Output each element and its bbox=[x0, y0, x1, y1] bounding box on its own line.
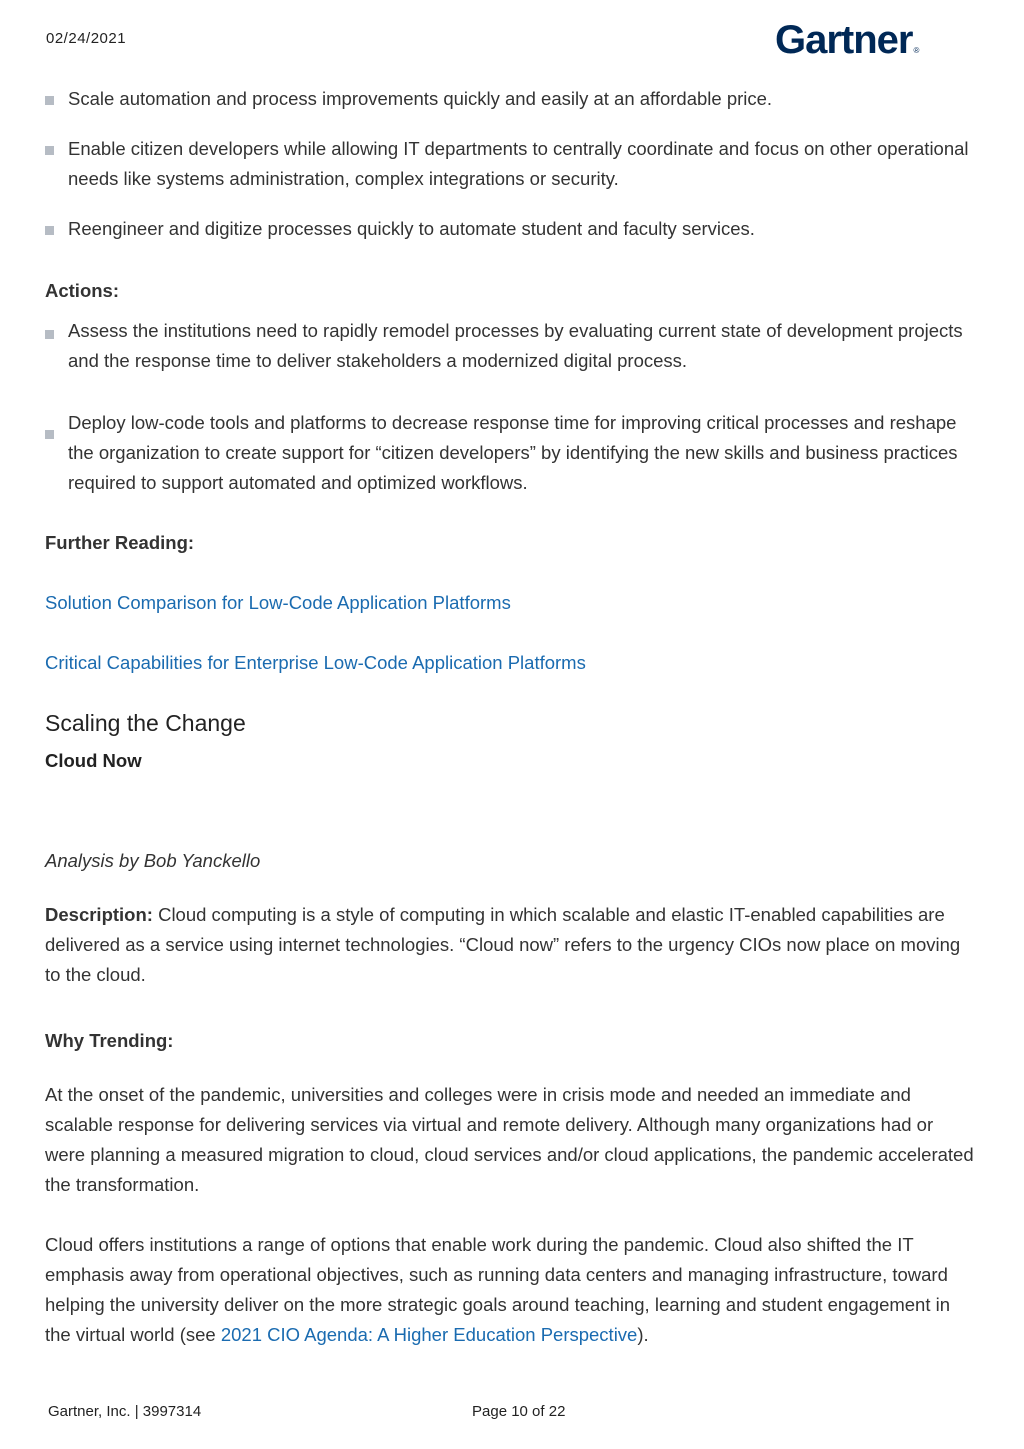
description-label: Description: bbox=[45, 904, 153, 925]
description-paragraph: Description: Cloud computing is a style of computing in which scalable and elastic IT-enabled capabilities are delivered as a service using internet technologies. “Cloud now” refers to the urgency CIOs now place on moving to the cloud. bbox=[45, 904, 961, 985]
document-date: 02/24/2021 bbox=[46, 30, 127, 47]
square-bullet-icon bbox=[45, 430, 54, 439]
gartner-logo bbox=[775, 18, 918, 63]
section-heading: Scaling the Change bbox=[45, 710, 246, 736]
footer-page-number: Page 10 of 22 bbox=[472, 1403, 566, 1420]
further-reading-link[interactable]: Critical Capabilities for Enterprise Low-Code Application Platforms bbox=[45, 652, 586, 673]
body-paragraph: Cloud offers institutions a range of options that enable work during the pandemic. Cloud also shifted the IT emphasis away from operational objectives, such as running data centers and managing infrastructure, toward helping the university deliver on the more strategic goals around teaching, learning and student engagement in the virtual world (see 2021 CIO Agenda: A Higher Education Perspective). bbox=[45, 1234, 951, 1345]
square-bullet-icon bbox=[45, 96, 54, 105]
list-item: Deploy low-code tools and platforms to decrease response time for improving critical processes and reshape the organization to create support for “citizen developers” by identifying the new skills and business practices required to support automated and optimized workflows. bbox=[45, 408, 975, 498]
list-item: Assess the institutions need to rapidly remodel processes by evaluating current state of development projects and the response time to deliver stakeholders a modernized digital process. bbox=[45, 316, 975, 376]
logo-text: Gartner bbox=[775, 18, 913, 62]
body-paragraph: At the onset of the pandemic, universities and colleges were in crisis mode and needed an immediate and scalable response for delivering services via virtual and remote delivery. Although many organizations had or were planning a measured migration to cloud, cloud services and/or cloud applications, the pandemic accelerated the transformation. bbox=[45, 1084, 974, 1195]
why-trending-label: Why Trending: bbox=[45, 1030, 174, 1051]
square-bullet-icon bbox=[45, 330, 54, 339]
actions-label: Actions: bbox=[45, 280, 119, 301]
further-reading-link[interactable]: Solution Comparison for Low-Code Application Platforms bbox=[45, 592, 511, 613]
square-bullet-icon bbox=[45, 226, 54, 235]
registered-mark: ® bbox=[913, 46, 920, 55]
footer-company: Gartner, Inc. | 3997314 bbox=[48, 1403, 202, 1420]
list-item: Reengineer and digitize processes quickly to automate student and faculty services. bbox=[45, 214, 975, 244]
list-item: Enable citizen developers while allowing IT departments to centrally coordinate and focus on other operational needs like systems administration, complex integrations or security. bbox=[45, 134, 975, 194]
square-bullet-icon bbox=[45, 146, 54, 155]
subsection-heading: Cloud Now bbox=[45, 750, 142, 771]
benefits-list bbox=[45, 84, 975, 244]
cio-agenda-link[interactable]: 2021 CIO Agenda: A Higher Education Perspective bbox=[220, 1324, 638, 1345]
list-item: Scale automation and process improvements quickly and easily at an affordable price. bbox=[45, 84, 975, 114]
analysis-byline: Analysis by Bob Yanckello bbox=[45, 850, 261, 871]
further-reading-label: Further Reading: bbox=[45, 532, 195, 553]
actions-list bbox=[45, 316, 975, 498]
page-content bbox=[45, 84, 975, 1350]
